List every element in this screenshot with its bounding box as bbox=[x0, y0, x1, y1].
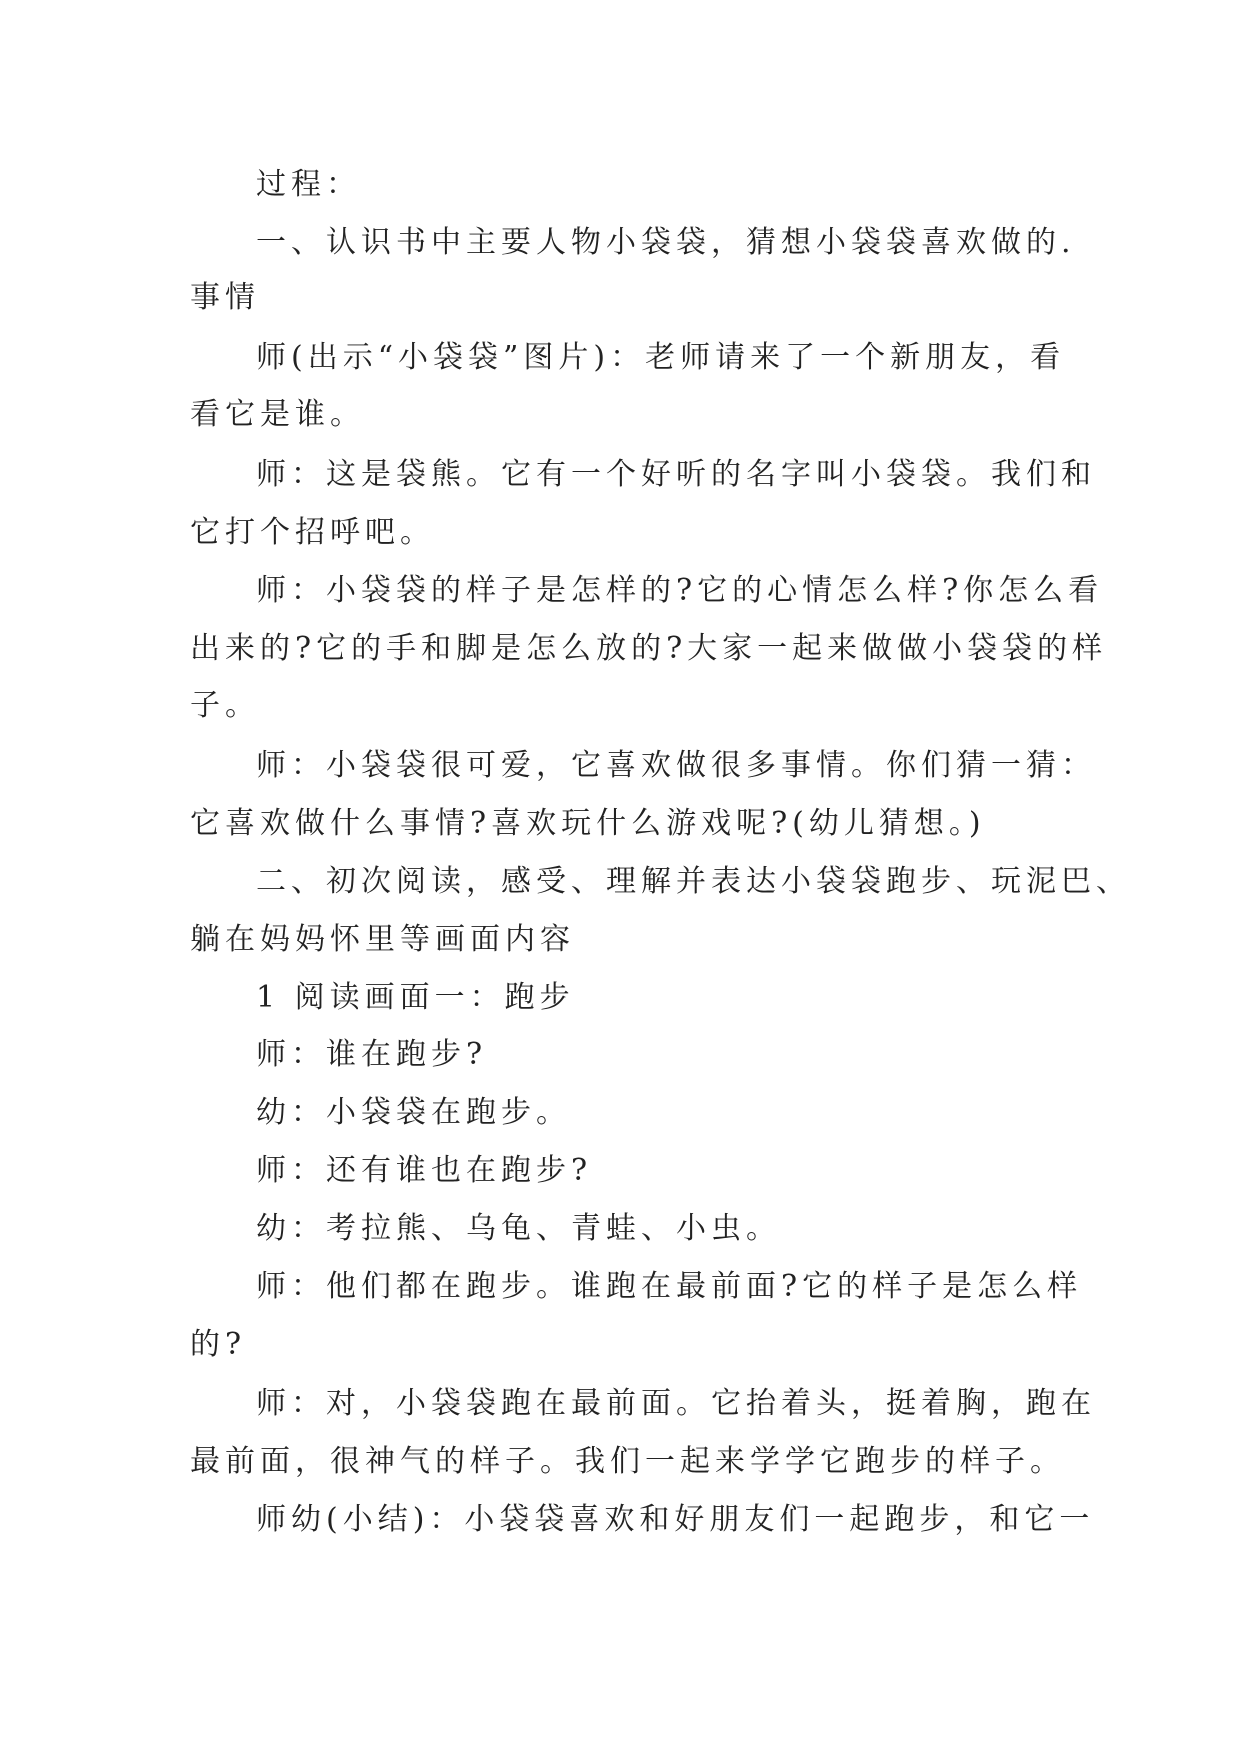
paragraph-line: 师：小袋袋很可爱，它喜欢做很多事情。你们猜一猜： bbox=[256, 748, 1096, 783]
paragraph-line: 它喜欢做什么事情?喜欢玩什么游戏呢?(幼儿猜想。) bbox=[190, 806, 986, 841]
dialogue-line: 师：他们都在跑步。谁跑在最前面?它的样子是怎么样 bbox=[256, 1269, 1083, 1304]
section-heading-two-cont: 躺在妈妈怀里等画面内容 bbox=[190, 922, 575, 957]
paragraph-line: 看它是谁。 bbox=[190, 397, 365, 432]
dialogue-line: 师幼(小结)：小袋袋喜欢和好朋友们一起跑步，和它一 bbox=[256, 1502, 1095, 1537]
paragraph-line: 出来的?它的手和脚是怎么放的?大家一起来做做小袋袋的样 bbox=[190, 631, 1108, 666]
paragraph-heading-process: 过程： bbox=[256, 167, 361, 202]
dialogue-line: 师：谁在跑步? bbox=[256, 1037, 488, 1072]
dialogue-line: 师：还有谁也在跑步? bbox=[256, 1153, 593, 1188]
section-heading-one-cont: 事情 bbox=[190, 280, 260, 315]
paragraph-line: 师：小袋袋的样子是怎样的?它的心情怎么样?你怎么看 bbox=[256, 573, 1104, 608]
paragraph-line: 子。 bbox=[190, 688, 260, 723]
dialogue-line: 师：对，小袋袋跑在最前面。它抬着头，挺着胸，跑在 bbox=[256, 1386, 1096, 1421]
subsection-heading: 1 阅读画面一：跑步 bbox=[256, 980, 575, 1015]
dialogue-line: 幼：小袋袋在跑步。 bbox=[256, 1095, 571, 1130]
section-heading-two: 二、初次阅读，感受、理解并表达小袋袋跑步、玩泥巴、 bbox=[256, 864, 1131, 899]
dialogue-line: 最前面，很神气的样子。我们一起来学学它跑步的样子。 bbox=[190, 1444, 1065, 1479]
dialogue-line: 幼：考拉熊、乌龟、青蛙、小虫。 bbox=[256, 1211, 781, 1246]
paragraph-line: 它打个招呼吧。 bbox=[190, 515, 435, 550]
dialogue-line: 的? bbox=[190, 1327, 247, 1362]
section-heading-one: 一、认识书中主要人物小袋袋，猜想小袋袋喜欢做的. bbox=[256, 225, 1076, 260]
paragraph-line: 师：这是袋熊。它有一个好听的名字叫小袋袋。我们和 bbox=[256, 457, 1096, 492]
paragraph-line: 师(出示“小袋袋”图片)：老师请来了一个新朋友，看 bbox=[256, 340, 1066, 375]
